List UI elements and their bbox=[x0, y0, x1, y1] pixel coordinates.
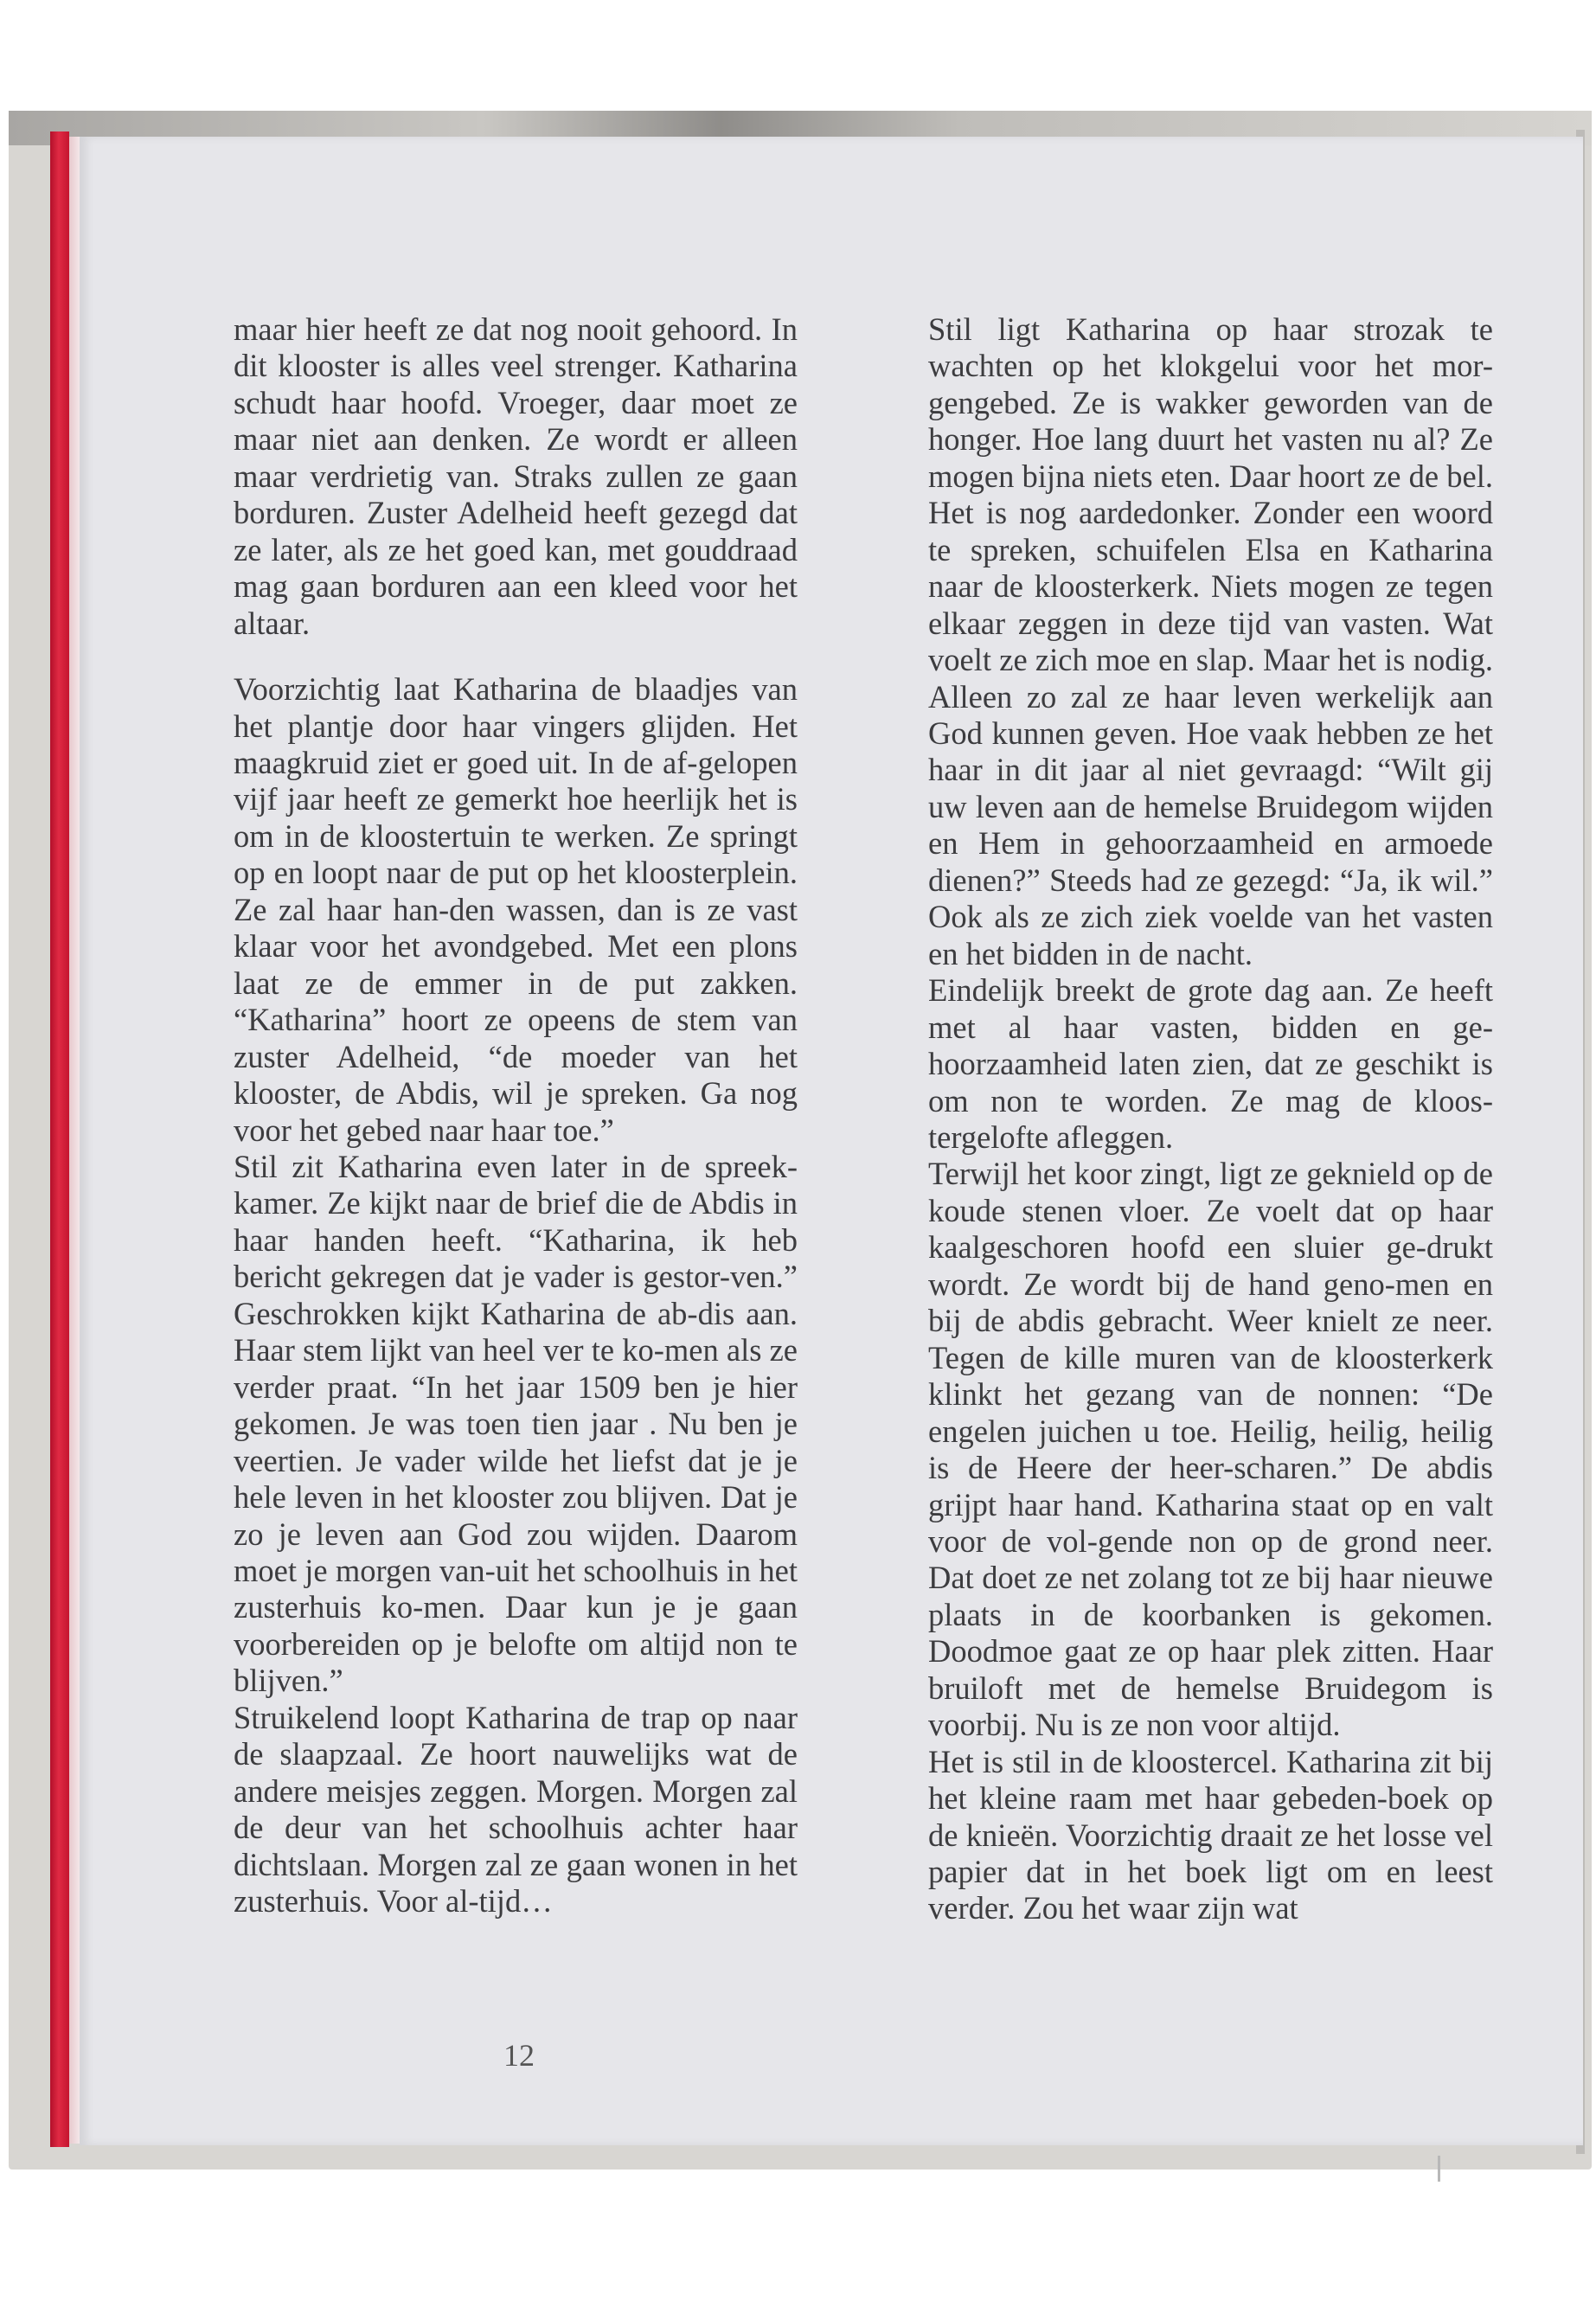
paragraph: Het is stil in de kloostercel. Katharina zit bij het kleine raam met haar gebeden-boek op de knieën. Voorzichtig draait ze het losse vel papier dat in het boek ligt om en leest verder. Zou het waar zijn wat bbox=[928, 1743, 1493, 1926]
book-binding-inner bbox=[69, 137, 80, 2144]
scan-mark bbox=[1438, 2156, 1440, 2182]
right-column bbox=[928, 311, 1493, 1927]
paragraph: Voorzichtig laat Katharina de blaadjes van het plantje door haar vingers glijden. Het maagkruid ziet er goed uit. In de af-gelopen vijf jaar heeft ze gemerkt hoe heerlijk het is om in de kloostertuin te werken. Ze springt op en loopt naar de put op het kloosterplein. Ze zal haar han-den wassen, dan is ze vast klaar voor het avondgebed. Met een plons laat ze de emmer in de put zakken. “Katharina” hoort ze opeens de stem van zuster Adelheid, “de moeder van het klooster, de Abdis, wil je spreken. Ga nog voor het gebed naar haar toe.” bbox=[234, 671, 798, 1148]
paragraph: Eindelijk breekt de grote dag aan. Ze heeft met al haar vasten, bidden en ge-hoorzaamheid laten zien, dat ze geschikt is om non te worden. Ze mag de kloos-tergelofte afleggen. bbox=[928, 972, 1493, 1155]
paragraph: Stil ligt Katharina op haar strozak te wachten op het klokgelui voor het mor-gengebed. Ze is wakker geworden van de honger. Hoe lang duurt het vasten nu al? Ze mogen bijna niets eten. Daar hoort ze de bel. Het is nog aardedonker. Zonder een woord te spreken, schuifelen Elsa en Katharina naar de kloosterkerk. Niets mogen ze tegen elkaar zeggen in deze tijd van vasten. Wat voelt ze zich moe en slap. Maar het is nodig. Alleen zo zal ze haar leven werkelijk aan God kunnen geven. Hoe vaak hebben ze het haar in dit jaar al niet gevraagd: “Wilt gij uw leven aan de hemelse Bruidegom wijden en Hem in gehoorzaamheid en armoede dienen?” Steeds had ze gezegd: “Ja, ik wil.” Ook als ze zich ziek voelde van het vasten en het bidden in de nacht. bbox=[928, 311, 1493, 971]
left-column bbox=[234, 311, 798, 1920]
page-number: 12 bbox=[503, 2038, 535, 2073]
paragraph: Struikelend loopt Katharina de trap op naar de slaapzaal. Ze hoort nauwelijks wat de andere meisjes zeggen. Morgen. Morgen zal de deur van het schoolhuis achter haar dichtslaan. Morgen zal ze gaan wonen in het zusterhuis. Voor al-tijd… bbox=[234, 1699, 798, 1920]
paragraph: maar hier heeft ze dat nog nooit gehoord. In dit klooster is alles veel strenger. Katharina schudt haar hoofd. Vroeger, daar moet ze maar niet aan denken. Ze wordt er alleen maar verdrietig van. Straks zullen ze gaan borduren. Zuster Adelheid heeft gezegd dat ze later, als ze het goed kan, met gouddraad mag gaan borduren aan een kleed voor het altaar. bbox=[234, 311, 798, 641]
paragraph: Terwijl het koor zingt, ligt ze geknield op de koude stenen vloer. Ze voelt dat op haar kaalgeschoren hoofd een sluier ge-drukt wordt. Ze wordt bij de hand geno-men en bij de abdis gebracht. Weer knielt ze neer. Tegen de kille muren van de kloosterkerk klinkt het gezang van de nonnen: “De engelen juichen u toe. Heilig, heilig, heilig is de Heere der heer-scharen.” De abdis grijpt haar hand. Katharina staat op en valt voor de vol-gende non op de grond neer. Dat doet ze net zolang tot ze bij haar nieuwe plaats in de koorbanken is gekomen. Doodmoe gaat ze op haar plek zitten. Haar bruiloft met de hemelse Bruidegom is voorbij. Nu is ze non voor altijd. bbox=[928, 1156, 1493, 1743]
paragraph: Stil zit Katharina even later in de spreek-kamer. Ze kijkt naar de brief die de Abdis in haar handen heeft. “Katharina, ik heb bericht gekregen dat je vader is gestor-ven.” Geschrokken kijkt Katharina de ab-dis aan. Haar stem lijkt van heel ver te ko-men als ze verder praat. “In het jaar 1509 ben je hier gekomen. Je was toen tien jaar . Nu ben je veertien. Je vader wilde het liefst dat je je hele leven in het klooster zou blijven. Dat je zo je leven aan God zou wijden. Daarom moet je morgen van-uit het schoolhuis in het zusterhuis ko-men. Daar kun je je gaan voorbereiden op je belofte om altijd non te blijven.” bbox=[234, 1148, 798, 1699]
book-binding-red bbox=[50, 131, 69, 2147]
